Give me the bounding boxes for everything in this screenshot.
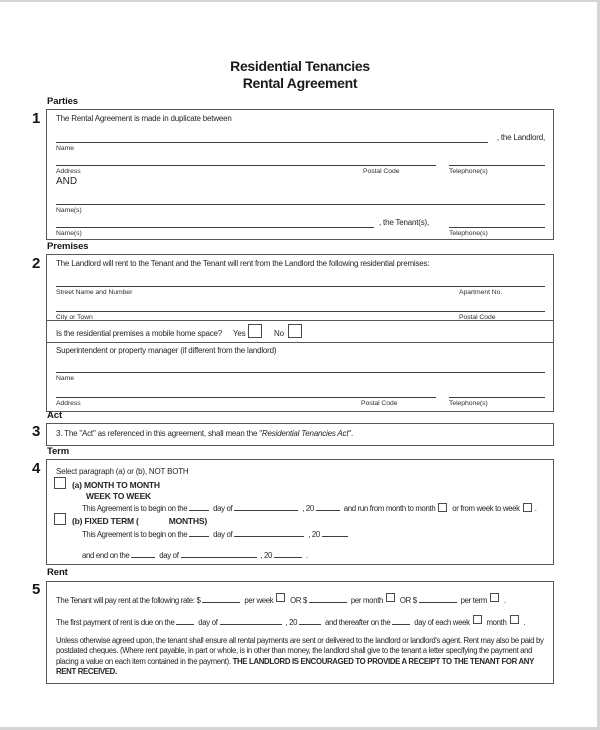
act-text-before: 3. The "Act" as referenced in this agreement, shall mean the ": [56, 429, 262, 438]
landlord-phone-label: Telephone(s): [449, 168, 488, 175]
parties-intro-text: The Rental Agreement is made in duplicate between: [56, 114, 232, 123]
rent-rate-text-4: per month: [350, 596, 384, 605]
monthly-rate-field[interactable]: [309, 595, 347, 603]
tenant-names2-label: Name(s): [56, 230, 82, 237]
rent-notice-bold-text: THE LANDLORD IS ENCOURAGED TO PROVIDE A RECEIPT TO THE TENANT FOR ANY RENT RECEIVED.: [56, 656, 534, 676]
term-a-text-5: or from week to week: [452, 504, 520, 513]
rent-notice-text: Unless otherwise agreed upon, the tenant shall ensure all rental payments are sent or delivered to the landlord or landlord's agent. Rent may also be paid by postdated cheques. (Where rent payable, in part or whole, is in other than money, the landlord shall give to the tenant a letter specifying the payment and placing a value on each item contained in the payment).: [56, 636, 544, 666]
superintendent-name-field[interactable]: [56, 372, 545, 373]
rent-section-label: Rent: [47, 567, 68, 578]
term-b-end-text-1: and end on the: [82, 551, 130, 560]
term-instruction-text: Select paragraph (a) or (b), NOT BOTH: [56, 467, 189, 476]
and-text: AND: [56, 176, 78, 187]
term-a-day-field[interactable]: [189, 503, 209, 511]
rent-first-payment-sentence: [56, 615, 525, 627]
option-a-title: (a) MONTH TO MONTH: [72, 480, 160, 490]
superintendent-address-label: Address: [56, 400, 81, 407]
parties-section-label: Parties: [47, 96, 78, 107]
term-a-text-4: and run from month to month: [343, 504, 436, 513]
page-top-edge: [0, 0, 600, 2]
mobile-home-no-label: No: [274, 329, 284, 338]
per-week-checkbox[interactable]: [276, 593, 285, 602]
premises-section: [46, 254, 554, 412]
rent-section: [46, 581, 554, 684]
term-b-end-text-4: .: [305, 551, 308, 560]
premises-section-number: 2: [32, 255, 41, 272]
rent-section-number: 5: [32, 581, 41, 598]
apartment-no-label: Apartment No.: [459, 289, 503, 296]
premises-divider-1: [47, 320, 553, 321]
landlord-name-label: Name: [56, 145, 74, 152]
act-clause-text: [56, 429, 353, 438]
term-b-end-text-3: , 20: [260, 551, 273, 560]
superintendent-address-field[interactable]: [56, 397, 436, 398]
city-town-label: City or Town: [56, 314, 93, 321]
week-to-week-checkbox[interactable]: [523, 503, 532, 512]
premises-section-label: Premises: [47, 241, 89, 252]
first-payment-day-field[interactable]: [176, 617, 194, 625]
act-text-after: ".: [348, 429, 354, 438]
street-name-label: Street Name and Number: [56, 289, 133, 296]
rent-first-text-5: day of each week: [414, 618, 470, 627]
term-rate-field[interactable]: [419, 595, 457, 603]
term-b-end-day-field[interactable]: [131, 550, 155, 558]
term-b-end-text-2: day of: [159, 551, 179, 560]
landlord-suffix-text: , the Landlord,: [496, 133, 545, 142]
rent-first-text-2: day of: [198, 618, 218, 627]
rent-first-text-3: , 20: [285, 618, 298, 627]
rent-rate-text-6: per term: [460, 596, 488, 605]
document-title: [0, 58, 600, 91]
term-b-text-2: day of: [213, 530, 233, 539]
street-name-field[interactable]: [56, 286, 545, 287]
rent-first-text-1: The first payment of rent is due on the: [56, 618, 175, 627]
mobile-home-question: Is the residential premises a mobile home space?: [56, 329, 223, 338]
superintendent-postal-label: Postal Code: [361, 400, 398, 407]
act-text-italic: Residential Tenancies Act: [261, 429, 349, 438]
rent-first-text-4: and thereafter on the: [324, 618, 391, 627]
city-town-field[interactable]: [56, 311, 545, 312]
tenant-telephone-field[interactable]: [449, 227, 545, 228]
rent-rate-text-1: The Tenant will pay rent at the following rate: $: [56, 596, 201, 605]
tenant-name-field[interactable]: [56, 227, 374, 228]
month-to-month-checkbox[interactable]: [438, 503, 447, 512]
tenant-suffix-text: , the Tenant(s),: [379, 218, 430, 227]
option-a-checkbox[interactable]: [54, 477, 66, 489]
tenant-names-field[interactable]: [56, 204, 545, 205]
parties-section-number: 1: [32, 110, 41, 127]
superintendent-name-label: Name: [56, 375, 74, 382]
parties-section: [46, 109, 554, 240]
each-week-checkbox[interactable]: [473, 615, 482, 624]
rent-first-text-6: month: [486, 618, 507, 627]
term-b-end-year-field[interactable]: [274, 550, 302, 558]
landlord-postal-label: Postal Code: [363, 168, 400, 175]
landlord-name-field[interactable]: [56, 142, 488, 143]
first-payment-month-field[interactable]: [220, 617, 282, 625]
superintendent-phone-label: Telephone(s): [449, 400, 488, 407]
title-line-1: Residential Tenancies: [230, 58, 370, 74]
rent-rate-text-5: OR $: [399, 596, 417, 605]
term-b-year-field[interactable]: [322, 529, 348, 537]
rent-rate-text-2: per week: [244, 596, 274, 605]
first-payment-year-field[interactable]: [299, 617, 321, 625]
term-b-month-field[interactable]: [234, 529, 304, 537]
landlord-address-field[interactable]: [56, 165, 436, 166]
act-section-number: 3: [32, 423, 41, 440]
term-b-text-1: This Agreement is to begin on the: [82, 530, 188, 539]
landlord-telephone-field[interactable]: [449, 165, 545, 166]
tenant-names-label: Name(s): [56, 207, 82, 214]
superintendent-text: Superintendent or property manager (if different from the landlord): [56, 346, 277, 355]
title-line-2: Rental Agreement: [242, 74, 358, 91]
tenant-phone-label: Telephone(s): [449, 230, 488, 237]
rent-rate-text-7: .: [503, 596, 506, 605]
mobile-home-yes-checkbox[interactable]: [248, 324, 262, 338]
term-b-sentence-1: [82, 529, 350, 539]
term-a-year-field[interactable]: [316, 503, 340, 511]
term-section-number: 4: [32, 460, 41, 477]
rent-notice-paragraph: [56, 636, 545, 677]
option-b-title-text: (b) FIXED TERM (: [72, 516, 139, 526]
per-month-checkbox[interactable]: [386, 593, 395, 602]
superintendent-telephone-field[interactable]: [449, 397, 545, 398]
term-a-text-3: , 20: [302, 504, 314, 513]
term-a-month-field[interactable]: [234, 503, 298, 511]
premises-divider-2: [47, 342, 553, 343]
landlord-address-label: Address: [56, 168, 81, 175]
term-b-text-3: , 20: [308, 530, 320, 539]
act-section-label: Act: [47, 410, 63, 421]
thereafter-day-field[interactable]: [392, 617, 410, 625]
term-b-end-month-field[interactable]: [181, 550, 257, 558]
premises-intro-text: The Landlord will rent to the Tenant and the Tenant will rent from the Landlord the following residential premises:: [56, 259, 430, 268]
rent-first-text-7: .: [523, 618, 526, 627]
rent-rate-text-3: OR $: [290, 596, 308, 605]
option-a-title2: WEEK TO WEEK: [86, 491, 151, 501]
each-month-checkbox[interactable]: [510, 615, 519, 624]
term-a-sentence: [82, 503, 537, 513]
term-section: [46, 459, 554, 565]
term-section-label: Term: [47, 446, 70, 457]
term-b-sentence-2: [82, 550, 308, 560]
option-b-checkbox[interactable]: [54, 513, 66, 525]
option-b-title: [72, 516, 207, 526]
postal-code-label: Postal Code: [459, 314, 496, 321]
per-term-checkbox[interactable]: [490, 593, 499, 602]
rent-rate-sentence: [56, 593, 506, 605]
mobile-home-no-checkbox[interactable]: [288, 324, 302, 338]
term-a-text-2: day of: [213, 504, 233, 513]
term-b-day-field[interactable]: [189, 529, 209, 537]
term-a-text-6: .: [534, 504, 537, 513]
term-a-text-1: This Agreement is to begin on the: [82, 504, 188, 513]
act-section: [46, 423, 554, 446]
weekly-rate-field[interactable]: [202, 595, 240, 603]
option-b-title2-text: MONTHS): [168, 516, 207, 526]
mobile-home-yes-label: Yes: [233, 329, 246, 338]
